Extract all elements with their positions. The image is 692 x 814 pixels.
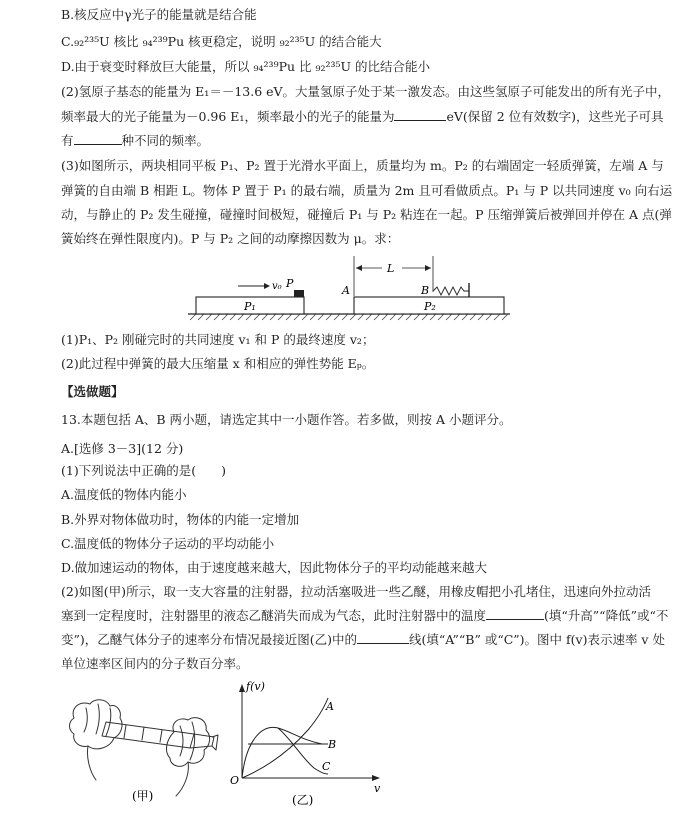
right-wrist: [176, 762, 188, 796]
q3-text-3: 动，与静止的 P₂ 发生碰撞，碰撞时间极短，碰撞后 P₁ 与 P₂ 粘连在一起。P 压缩弹簧后被弹回并停在 A 点(弹: [61, 207, 672, 222]
plate-p1-label: P₁: [244, 300, 256, 313]
q13a-2-text-3a: 变”)，乙醚气体分子的速率分布情况最接近图(乙)中的: [61, 632, 358, 647]
q13a-2-text-2: [61, 607, 668, 625]
option-d: D.由于衰变时释放巨大能量，所以 ₉₄²³⁹Pu 比 ₉₂²³⁵U 的比结合能小: [61, 59, 431, 74]
object-p-label: P: [286, 277, 294, 290]
q2-text-2a: 频率最大的光子能量为－0.96 E₁，频率最小的光子的能量为: [61, 109, 395, 124]
q13a-2-text-3: [61, 631, 665, 649]
q13a-2-text-3b: 线(填“A”“B” 或“C”)。图中 f(v)表示速率 v 处: [409, 632, 665, 647]
answer-blank-energy[interactable]: [394, 108, 446, 121]
origin-label: O: [230, 774, 240, 787]
q2-text-2b: eV(保留 2 位有效数字)，这些光子可具: [446, 109, 664, 124]
q2-text-3b: 种不同的频率。: [121, 133, 210, 148]
option-c: C.₉₂²³⁵U 核比 ₉₄²³⁹Pu 核更稳定，说明 ₉₂²³⁵U 的结合能大: [61, 34, 382, 49]
q13a-1-stem: (1)下列说法中正确的是( ): [61, 463, 226, 478]
q2-text-1: (2)氢原子基态的能量为 E₁＝－13.6 eV。大量氢原子处于某一激发态。由这些氢原子可能发出的所有光子中，: [61, 84, 671, 99]
left-hand-fingers: [84, 704, 111, 736]
q13a-1-option-a: A.温度低的物体内能小: [61, 487, 187, 502]
q13a-2-text-1: (2)如图(甲)所示，取一支大容量的注射器，拉动活塞吸进一些乙醚，用橡皮帽把小孔堵住，迅速向外拉动活: [61, 584, 651, 599]
point-b-label: B: [421, 284, 430, 297]
sub-question-2: (2)此过程中弹簧的最大压缩量 x 和相应的弹性势能 Eₚ。: [61, 356, 375, 371]
q2-text-3: [61, 132, 209, 150]
q2-text-2: [61, 108, 664, 126]
q13a-heading: A.[选修 3－3](12 分): [61, 441, 184, 456]
q3-text-2: 弹簧的自由端 B 相距 L。物体 P 置于 P₁ 的最右端，质量为 2m 且可看做质点。P₁ 与 P 以共同速度 v₀ 向右运: [61, 183, 673, 198]
plate-p2-label: P₂: [424, 300, 436, 313]
curve-c-label: C: [322, 760, 331, 773]
section-heading: 【选做题】: [61, 384, 124, 399]
sub-question-1: (1)P₁、P₂ 刚碰完时的共同速度 v₁ 和 P 的最终速度 v₂；: [61, 332, 375, 347]
q13a-2-text-2a: 塞到一定程度时，注射器里的液态乙醚消失而成为气态，此时注射器中的温度: [61, 608, 487, 623]
q13a-2-text-2b: (填“升高”“降低”或“不: [544, 608, 669, 623]
q3-text-4: 簧始终在弹性限度内)。P 与 P₂ 之间的动摩擦因数为 μ。求：: [61, 231, 400, 246]
dim-label-l: L: [387, 262, 395, 275]
left-hand: [70, 700, 123, 749]
dim-arrowhead-right: [425, 265, 431, 271]
left-wrist: [87, 746, 96, 780]
right-hand-fingers: [180, 722, 195, 760]
y-axis-label: f(v): [246, 680, 265, 693]
syringe-figure: [66, 690, 226, 808]
q13a-1-option-c: C.温度低的物体分子运动的平均动能小: [61, 536, 275, 551]
q13a-1-option-b: B.外界对物体做功时，物体的内能一定增加: [61, 512, 300, 527]
x-axis-label: v: [374, 782, 381, 795]
q2-text-3a: 有: [61, 133, 74, 148]
velocity-label: v₀: [272, 281, 282, 292]
answer-blank-curve[interactable]: [357, 631, 409, 644]
q13a-2-text-4: 单位速率区间内的分子数百分率。: [61, 656, 249, 671]
q13a-1-option-d: D.做加速运动的物体，由于速度越来越大，因此物体分子的平均动能越来越大: [61, 560, 488, 575]
option-b: B.核反应中γ光子的能量就是结合能: [61, 7, 257, 22]
y-axis-arrow: [239, 684, 245, 692]
q3-text-1: (3)如图所示，两块相同平板 P₁、P₂ 置于光滑水平面上，质量均为 m。P₂ 的右端固定一轻质弹簧，左端 A 与: [61, 158, 664, 173]
q13-intro: 13.本题包括 A、B 两小题，请选定其中一小题作答。若多做，则按 A 小题评分。: [61, 412, 512, 427]
curve-b-label: B: [328, 738, 337, 751]
object-p: [294, 290, 304, 297]
velocity-arrowhead: [264, 283, 270, 289]
answer-blank-temperature[interactable]: [486, 607, 544, 620]
x-axis-arrow: [372, 775, 380, 781]
right-hand: [167, 718, 210, 767]
point-a-label: A: [342, 284, 350, 297]
dim-arrowhead-left: [356, 265, 362, 271]
distribution-graph: [222, 674, 392, 810]
caption-jia: (甲): [132, 789, 154, 803]
spring: [433, 287, 469, 295]
plates-diagram: [180, 252, 520, 324]
ground-hatch: [190, 314, 508, 320]
curve-a-label: A: [326, 700, 334, 713]
caption-yi: (乙): [292, 793, 314, 807]
answer-blank-count[interactable]: [74, 132, 122, 145]
